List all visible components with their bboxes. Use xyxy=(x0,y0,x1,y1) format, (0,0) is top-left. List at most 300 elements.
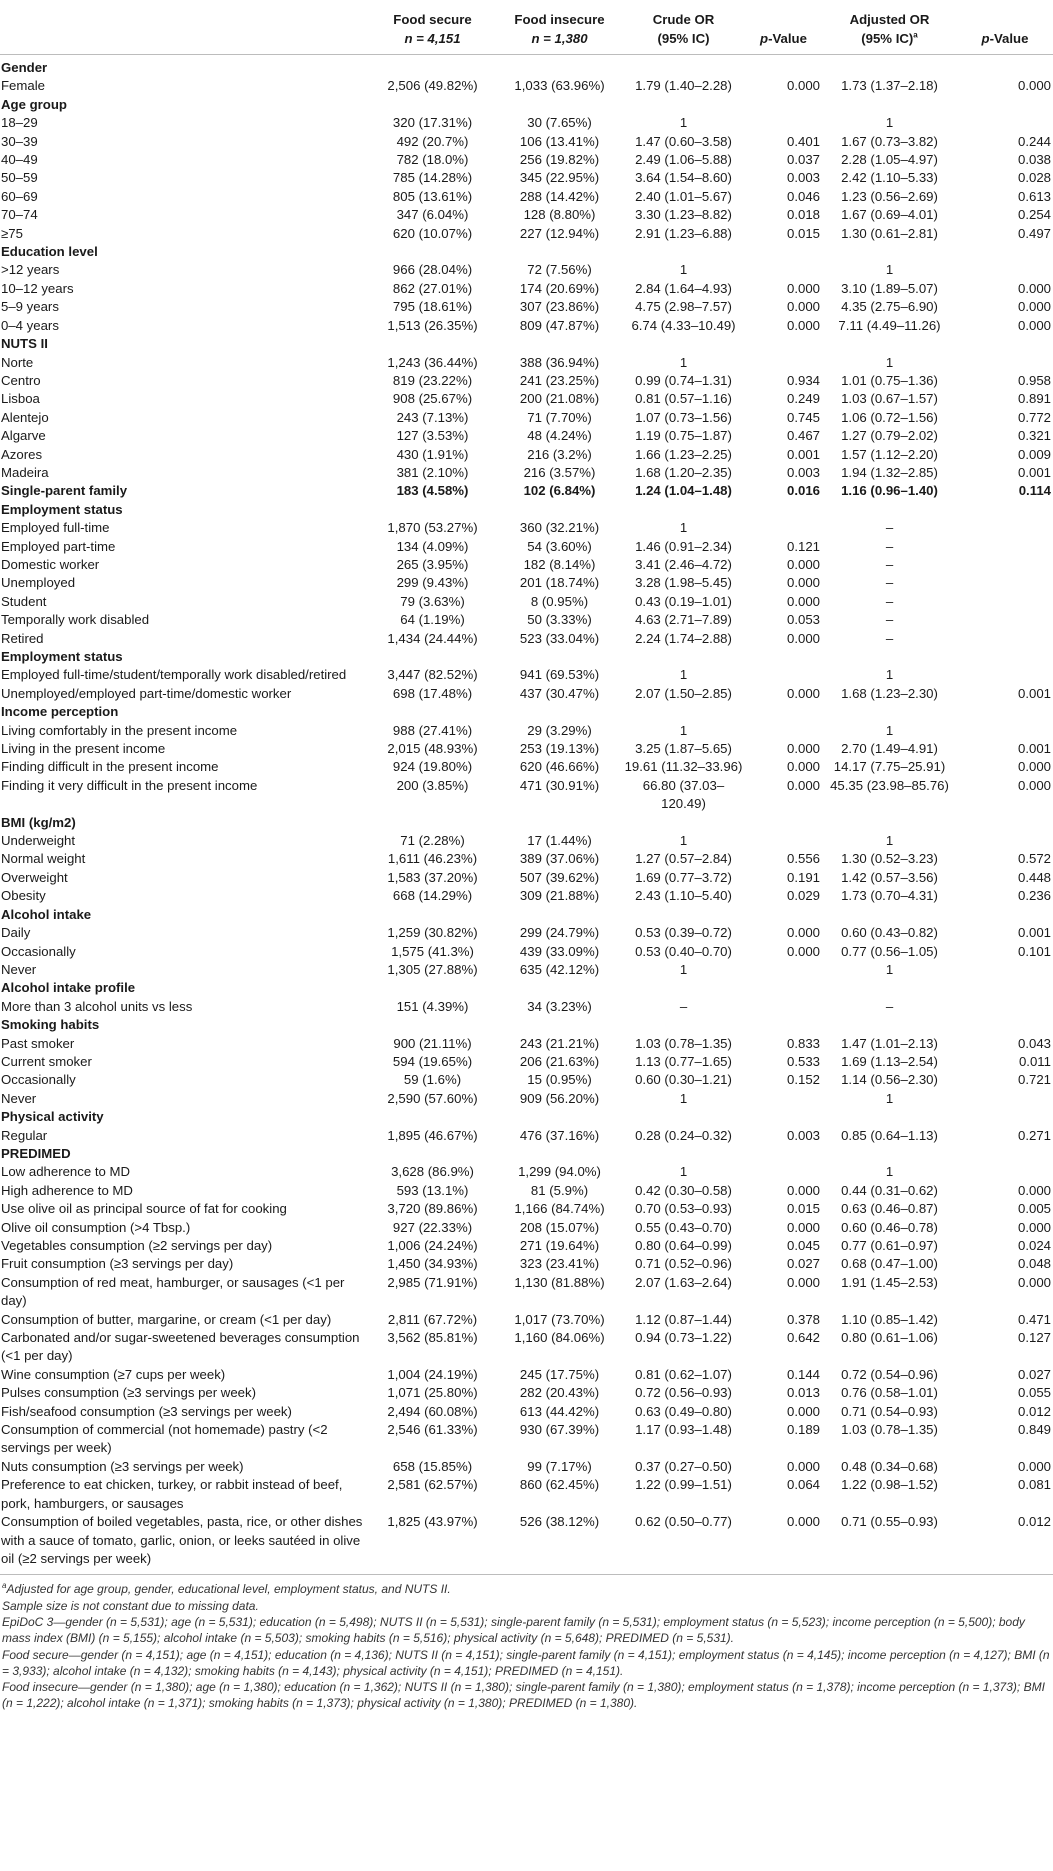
row-label: 30–39 xyxy=(1,133,38,149)
adjusted-p-value xyxy=(956,961,1053,979)
crude-p-value: 0.642 xyxy=(786,1330,820,1346)
table-row xyxy=(0,1458,1053,1476)
food-insecure-value: 1,160 (84.06%) xyxy=(514,1330,605,1346)
table-row xyxy=(0,1329,1053,1366)
food-secure-value xyxy=(368,243,496,261)
crude-p-value: 0.064 xyxy=(786,1477,820,1493)
table-row xyxy=(0,887,1053,905)
crude-p-value xyxy=(744,1145,822,1163)
adjusted-p-value xyxy=(956,979,1053,997)
crude-p-value xyxy=(744,1016,822,1034)
adjusted-or-value: 1.47 (1.01–2.13) xyxy=(841,1035,938,1051)
table-row xyxy=(0,1219,1053,1237)
food-insecure-value: 388 (36.94%) xyxy=(519,354,600,370)
row-label: Gender xyxy=(1,60,48,75)
crude-or-value: 0.42 (0.30–0.58) xyxy=(635,1182,732,1198)
food-secure-value: 819 (23.22%) xyxy=(392,372,473,388)
crude-or-value: 3.28 (1.98–5.45) xyxy=(635,575,732,591)
food-secure-value: 908 (25.67%) xyxy=(392,391,473,407)
row-label: Nuts consumption (≥3 servings per week) xyxy=(1,1458,244,1474)
adjusted-or-value: 45.35 (23.98–85.76) xyxy=(830,777,949,793)
row-label: Daily xyxy=(1,925,31,941)
row-label: Algarve xyxy=(1,428,46,444)
food-insecure-value: 345 (22.95%) xyxy=(519,170,600,186)
row-label: Female xyxy=(1,78,45,94)
row-label: Occasionally xyxy=(1,943,76,959)
adjusted-p-value xyxy=(956,722,1053,740)
section-header-row xyxy=(0,1145,1053,1163)
adjusted-p-value xyxy=(956,666,1053,684)
adjusted-p-value xyxy=(956,630,1053,648)
crude-or-value: 0.80 (0.64–0.99) xyxy=(635,1238,732,1253)
crude-or-value: 2.24 (1.74–2.88) xyxy=(635,630,732,646)
crude-p-value xyxy=(744,666,822,684)
adjusted-or-value: 1.22 (0.98–1.52) xyxy=(841,1477,938,1493)
food-secure-value: 1,513 (26.35%) xyxy=(387,317,478,333)
crude-or-value: 1.19 (0.75–1.87) xyxy=(635,428,732,444)
row-label: Living in the present income xyxy=(1,741,166,757)
header-p-value-1 xyxy=(744,0,822,55)
food-insecure-value: 106 (13.41%) xyxy=(519,133,600,149)
adjusted-or-value: 0.44 (0.31–0.62) xyxy=(841,1182,938,1198)
crude-p-value: 0.046 xyxy=(786,188,820,204)
food-secure-value: 805 (13.61%) xyxy=(392,188,473,204)
row-label: Consumption of red meat, hamburger, or sausages (<1 per day) xyxy=(1,1274,345,1309)
crude-or-value: 2.49 (1.06–5.88) xyxy=(635,152,732,168)
crude-p-value: 0.037 xyxy=(786,152,820,168)
adjusted-or-value xyxy=(822,906,956,924)
adjusted-or-value: 1.03 (0.78–1.35) xyxy=(841,1422,938,1438)
adjusted-p-value: 0.001 xyxy=(1017,685,1051,701)
table-row xyxy=(0,685,1053,703)
adjusted-p-value: 0.958 xyxy=(1017,372,1051,388)
crude-or-value: 1.46 (0.91–2.34) xyxy=(635,538,732,554)
food-insecure-value: 526 (38.12%) xyxy=(496,1513,622,1575)
food-insecure-value: 128 (8.80%) xyxy=(523,207,596,223)
row-label: Consumption of butter, margarine, or cream (<1 per day) xyxy=(1,1311,332,1327)
food-secure-value: 593 (13.1%) xyxy=(396,1182,469,1198)
row-label: BMI (kg/m2) xyxy=(1,814,76,830)
crude-p-value: 0.000 xyxy=(786,759,820,775)
crude-or-value: 1.68 (1.20–2.35) xyxy=(635,464,732,480)
crude-or-value: 1.79 (1.40–2.28) xyxy=(635,78,732,94)
adjusted-p-value: 0.244 xyxy=(1017,133,1051,149)
table-row xyxy=(0,630,1053,648)
crude-or-value: 0.71 (0.52–0.96) xyxy=(635,1256,732,1272)
crude-or-value: 1 xyxy=(679,722,688,738)
food-insecure-value: 1,299 (94.0%) xyxy=(518,1164,601,1180)
food-secure-value: 2,015 (48.93%) xyxy=(387,741,478,757)
food-secure-value: 966 (28.04%) xyxy=(392,262,473,278)
adjusted-or-value: 0.80 (0.61–1.06) xyxy=(841,1330,938,1346)
adjusted-or-value: 0.77 (0.56–1.05) xyxy=(841,943,938,959)
row-label: Student xyxy=(1,593,47,609)
food-insecure-value xyxy=(496,96,622,114)
adjusted-p-value: 0.254 xyxy=(1017,207,1051,223)
adjusted-p-value xyxy=(956,998,1053,1016)
crude-p-value: 0.045 xyxy=(786,1238,820,1253)
food-insecure-value: 216 (3.57%) xyxy=(523,464,596,480)
row-label: Employment status xyxy=(1,501,123,517)
crude-p-value: 0.000 xyxy=(786,1274,820,1290)
food-secure-value: 862 (27.01%) xyxy=(392,280,473,296)
row-label: Carbonated and/or sugar-sweetened beverages consumption (<1 per day) xyxy=(1,1330,360,1364)
crude-p-value: 0.745 xyxy=(786,409,820,425)
row-label: Madeira xyxy=(1,464,49,480)
row-label: 0–4 years xyxy=(1,317,59,333)
food-insecure-value: 8 (0.95%) xyxy=(530,593,589,609)
crude-or-value: 2.07 (1.63–2.64) xyxy=(635,1274,732,1290)
header-p-letter: p xyxy=(760,31,769,46)
food-insecure-value: 613 (44.42%) xyxy=(519,1403,600,1419)
table-row xyxy=(0,998,1053,1016)
section-header-row xyxy=(0,243,1053,261)
crude-p-value: 0.000 xyxy=(786,1182,820,1198)
food-insecure-value: 17 (1.44%) xyxy=(527,833,592,849)
adjusted-p-value xyxy=(956,906,1053,924)
adjusted-p-value: 0.000 xyxy=(1017,78,1051,94)
food-secure-value: 134 (4.09%) xyxy=(396,538,469,554)
table-row xyxy=(0,1182,1053,1200)
crude-p-value: 0.000 xyxy=(786,317,820,333)
food-insecure-value: 930 (67.39%) xyxy=(519,1422,600,1438)
crude-or-value: 1.07 (0.73–1.56) xyxy=(635,409,732,425)
adjusted-or-value: – xyxy=(885,575,894,591)
food-insecure-value: 323 (23.41%) xyxy=(519,1256,600,1272)
adjusted-p-value: 0.891 xyxy=(1017,391,1051,407)
row-label: Centro xyxy=(1,372,41,388)
food-secure-value: 988 (27.41%) xyxy=(392,722,473,738)
adjusted-p-value: 0.000 xyxy=(1017,777,1051,793)
food-secure-value: 698 (17.48%) xyxy=(392,685,473,701)
food-insecure-value: 309 (21.88%) xyxy=(519,888,600,904)
row-label: PREDIMED xyxy=(1,1145,71,1161)
table-row xyxy=(0,133,1053,151)
food-secure-value: 900 (21.11%) xyxy=(393,1035,472,1051)
table-row xyxy=(0,1255,1053,1273)
adjusted-or-value: 0.71 (0.54–0.93) xyxy=(841,1403,938,1419)
adjusted-or-value: 1.23 (0.56–2.69) xyxy=(841,188,938,204)
crude-or-value: 1.27 (0.57–2.84) xyxy=(635,851,732,867)
adjusted-or-value: – xyxy=(885,520,894,536)
adjusted-or-value xyxy=(822,648,956,666)
crude-p-value: 0.249 xyxy=(786,391,820,407)
adjusted-or-value: – xyxy=(885,556,894,572)
adjusted-p-value xyxy=(956,354,1053,372)
food-secure-value: 2,811 (67.72%) xyxy=(387,1311,478,1327)
row-label: More than 3 alcohol units vs less xyxy=(1,998,193,1014)
food-secure-value: 668 (14.29%) xyxy=(392,888,473,904)
adjusted-or-value: 2.28 (1.05–4.97) xyxy=(841,152,938,168)
adjusted-p-value xyxy=(956,261,1053,279)
adjusted-p-value xyxy=(956,335,1053,353)
food-secure-value xyxy=(368,96,496,114)
adjusted-or-value xyxy=(822,814,956,832)
table-row xyxy=(0,519,1053,537)
adjusted-p-value xyxy=(956,243,1053,261)
food-insecure-value: 437 (30.47%) xyxy=(519,685,600,701)
food-secure-value: 3,720 (89.86%) xyxy=(387,1201,478,1217)
adjusted-or-value: 1 xyxy=(885,833,894,849)
table-row xyxy=(0,372,1053,390)
row-label: Never xyxy=(1,961,37,977)
row-label: Low adherence to MD xyxy=(1,1164,131,1180)
crude-p-value xyxy=(744,998,822,1016)
food-insecure-value: 243 (21.21%) xyxy=(519,1035,600,1051)
adjusted-or-value: – xyxy=(885,998,894,1014)
food-insecure-value xyxy=(496,906,622,924)
row-label: Wine consumption (≥7 cups per week) xyxy=(1,1366,226,1382)
crude-or-value: 1 xyxy=(679,1090,688,1106)
crude-p-value xyxy=(744,906,822,924)
food-secure-value: 430 (1.91%) xyxy=(396,446,469,462)
adjusted-or-value: 1.27 (0.79–2.02) xyxy=(841,428,938,444)
row-label: Fruit consumption (≥3 servings per day) xyxy=(1,1256,234,1272)
adjusted-p-value xyxy=(956,1090,1053,1108)
row-label: 5–9 years xyxy=(1,299,59,315)
food-secure-value xyxy=(368,1108,496,1126)
table-row xyxy=(0,924,1053,942)
crude-p-value: 0.467 xyxy=(786,428,820,444)
food-insecure-value xyxy=(496,55,622,78)
adjusted-or-value: 1.01 (0.75–1.36) xyxy=(841,372,938,388)
adjusted-or-value xyxy=(822,335,956,353)
food-insecure-value: 102 (6.84%) xyxy=(523,483,596,499)
food-insecure-value: 299 (24.79%) xyxy=(519,925,600,941)
table-row xyxy=(0,666,1053,684)
crude-p-value xyxy=(744,354,822,372)
food-secure-value: 2,590 (57.60%) xyxy=(387,1090,478,1106)
adjusted-or-value: – xyxy=(885,630,894,646)
adjusted-or-value xyxy=(822,501,956,519)
food-secure-value: 79 (3.63%) xyxy=(400,593,465,609)
adjusted-p-value xyxy=(956,1108,1053,1126)
table-row xyxy=(0,317,1053,335)
table-row xyxy=(0,538,1053,556)
row-label: Physical activity xyxy=(1,1109,104,1125)
row-label: Domestic worker xyxy=(1,556,100,572)
section-header-row xyxy=(0,1016,1053,1034)
adjusted-or-value: 0.76 (0.58–1.01) xyxy=(841,1385,938,1401)
row-label: Fish/seafood consumption (≥3 servings per week) xyxy=(1,1403,292,1419)
row-label: Employed part-time xyxy=(1,538,116,554)
food-insecure-value xyxy=(496,243,622,261)
crude-p-value: 0.121 xyxy=(786,538,820,554)
row-label: ≥75 xyxy=(1,225,23,241)
row-label: Norte xyxy=(1,354,34,370)
header-food-secure-n: n = 4,151 xyxy=(404,31,461,46)
table-row xyxy=(0,427,1053,445)
crude-p-value: 0.152 xyxy=(786,1072,820,1088)
food-secure-value: 1,583 (37.20%) xyxy=(387,869,478,885)
food-insecure-value: 253 (19.13%) xyxy=(519,741,600,757)
food-insecure-value: 30 (7.65%) xyxy=(527,115,592,131)
crude-p-value: 0.934 xyxy=(786,372,820,388)
footnote xyxy=(2,1614,1051,1647)
adjusted-p-value xyxy=(956,814,1053,832)
adjusted-or-value: 2.70 (1.49–4.91) xyxy=(841,741,938,757)
table-row xyxy=(0,1274,1053,1311)
food-secure-value: 1,243 (36.44%) xyxy=(387,354,478,370)
food-insecure-value: 174 (20.69%) xyxy=(519,280,600,296)
crude-p-value xyxy=(744,114,822,132)
footnote xyxy=(2,1581,1051,1597)
adjusted-or-value: 1.69 (1.13–2.54) xyxy=(841,1053,938,1069)
adjusted-p-value: 0.127 xyxy=(1017,1330,1051,1346)
food-insecure-value: 271 (19.64%) xyxy=(519,1238,600,1253)
crude-or-value: 0.28 (0.24–0.32) xyxy=(635,1127,732,1143)
table-row xyxy=(0,1237,1053,1255)
row-label: Unemployed xyxy=(1,575,76,591)
food-secure-value: 927 (22.33%) xyxy=(392,1219,473,1235)
food-secure-value: 658 (15.85%) xyxy=(392,1458,473,1474)
crude-or-value: 1 xyxy=(679,115,688,131)
row-label: Living comfortably in the present income xyxy=(1,722,238,738)
row-label: Occasionally xyxy=(1,1072,76,1088)
adjusted-p-value: 0.101 xyxy=(1017,943,1051,959)
table-row xyxy=(0,188,1053,206)
table-row xyxy=(0,1403,1053,1421)
food-secure-value: 3,562 (85.81%) xyxy=(387,1330,478,1346)
crude-or-value: 0.53 (0.39–0.72) xyxy=(635,925,732,941)
header-crude-or-sub: (95% IC) xyxy=(657,31,710,46)
row-label: Obesity xyxy=(1,888,46,904)
section-header-row xyxy=(0,906,1053,924)
crude-or-value: 0.94 (0.73–1.22) xyxy=(635,1330,732,1346)
crude-or-value: 1.13 (0.77–1.65) xyxy=(635,1053,732,1069)
adjusted-or-value: 1.94 (1.32–2.85) xyxy=(841,464,938,480)
table-row xyxy=(0,298,1053,316)
row-label: Age group xyxy=(1,96,67,112)
food-insecure-value xyxy=(496,648,622,666)
adjusted-p-value: 0.000 xyxy=(1017,1182,1051,1198)
crude-or-value xyxy=(622,1145,744,1163)
section-header-row xyxy=(0,501,1053,519)
adjusted-or-value xyxy=(822,1108,956,1126)
row-label: Never xyxy=(1,1090,37,1106)
adjusted-p-value xyxy=(956,611,1053,629)
crude-p-value: 0.401 xyxy=(786,133,820,149)
food-insecure-value: 860 (62.45%) xyxy=(519,1477,600,1493)
crude-or-value: 2.91 (1.23–6.88) xyxy=(635,225,732,241)
crude-p-value: 0.000 xyxy=(786,685,820,701)
food-secure-value xyxy=(368,906,496,924)
adjusted-or-value: 1.14 (0.56–2.30) xyxy=(841,1072,938,1088)
adjusted-or-value: 14.17 (7.75–25.91) xyxy=(833,759,946,775)
table-row xyxy=(0,832,1053,850)
food-insecure-value: 81 (5.9%) xyxy=(530,1182,589,1198)
crude-p-value: 0.189 xyxy=(786,1422,820,1438)
food-secure-value: 1,004 (24.19%) xyxy=(387,1366,478,1382)
food-insecure-value: 201 (18.74%) xyxy=(519,575,600,591)
table-row xyxy=(0,1127,1053,1145)
adjusted-p-value: 0.012 xyxy=(956,1513,1053,1575)
food-secure-value: 620 (10.07%) xyxy=(392,225,473,241)
row-label: 18–29 xyxy=(1,115,38,131)
table-row xyxy=(0,611,1053,629)
crude-p-value xyxy=(744,243,822,261)
food-insecure-value: 1,130 (81.88%) xyxy=(514,1274,605,1290)
adjusted-p-value: 0.271 xyxy=(1017,1127,1051,1143)
crude-or-value: 1 xyxy=(679,667,688,683)
crude-or-value: 0.43 (0.19–1.01) xyxy=(635,593,732,609)
adjusted-or-value: 1 xyxy=(885,115,894,131)
row-label: Past smoker xyxy=(1,1035,75,1051)
food-secure-value: 1,071 (25.80%) xyxy=(387,1385,478,1401)
crude-or-value xyxy=(622,1108,744,1126)
crude-or-value: 4.75 (2.98–7.57) xyxy=(635,299,732,315)
crude-p-value: 0.001 xyxy=(786,446,820,462)
adjusted-or-value: 1 xyxy=(885,722,894,738)
crude-or-value xyxy=(622,703,744,721)
adjusted-p-value: 0.055 xyxy=(1017,1385,1051,1401)
adjusted-or-value: 1.06 (0.72–1.56) xyxy=(841,409,938,425)
crude-or-value: 1.47 (0.60–3.58) xyxy=(635,133,732,149)
food-insecure-value: 288 (14.42%) xyxy=(519,188,600,204)
crude-or-value: 2.84 (1.64–4.93) xyxy=(635,280,732,296)
crude-or-value: 3.41 (2.46–4.72) xyxy=(635,556,732,572)
food-secure-value xyxy=(368,501,496,519)
row-label: Vegetables consumption (≥2 servings per day) xyxy=(1,1238,273,1253)
food-insecure-value: 50 (3.33%) xyxy=(527,612,592,628)
crude-or-value xyxy=(622,979,744,997)
table-row xyxy=(0,1476,1053,1513)
adjusted-p-value: 0.024 xyxy=(1017,1238,1051,1253)
table-row xyxy=(0,850,1053,868)
table-row xyxy=(0,1200,1053,1218)
table-row xyxy=(0,593,1053,611)
crude-or-value: 0.62 (0.50–0.77) xyxy=(622,1513,744,1575)
row-label: Employed full-time xyxy=(1,520,110,536)
row-label: Finding difficult in the present income xyxy=(1,759,219,775)
food-secure-value xyxy=(368,335,496,353)
crude-or-value xyxy=(622,501,744,519)
food-secure-value: 243 (7.13%) xyxy=(396,409,469,425)
food-secure-value: 200 (3.85%) xyxy=(396,777,469,793)
crude-or-value: 1.12 (0.87–1.44) xyxy=(635,1311,732,1327)
adjusted-or-value: 1.30 (0.52–3.23) xyxy=(841,851,938,867)
food-secure-value: 782 (18.0%) xyxy=(396,152,469,168)
food-secure-value: 1,006 (24.24%) xyxy=(387,1238,478,1253)
crude-p-value: 0.000 xyxy=(786,593,820,609)
table-body xyxy=(0,55,1053,1575)
crude-p-value: 0.000 xyxy=(786,280,820,296)
crude-p-value xyxy=(744,814,822,832)
crude-or-value: 3.30 (1.23–8.82) xyxy=(635,207,732,223)
adjusted-or-value: 1.67 (0.69–4.01) xyxy=(841,207,938,223)
footnote xyxy=(2,1679,1051,1712)
adjusted-p-value: 0.236 xyxy=(1017,888,1051,904)
adjusted-or-value: 0.71 (0.55–0.93) xyxy=(822,1513,956,1575)
food-secure-value xyxy=(368,703,496,721)
adjusted-p-value: 0.009 xyxy=(1017,446,1051,462)
adjusted-p-value: 0.012 xyxy=(1017,1403,1051,1419)
adjusted-p-value: 0.000 xyxy=(1017,1458,1051,1474)
crude-or-value: 6.74 (4.33–10.49) xyxy=(631,317,736,333)
food-insecure-value: 29 (3.29%) xyxy=(527,722,592,738)
adjusted-p-value: 0.448 xyxy=(1017,869,1051,885)
section-header-row xyxy=(0,703,1053,721)
crude-or-value: 0.63 (0.49–0.80) xyxy=(635,1403,732,1419)
adjusted-or-value: 0.72 (0.54–0.96) xyxy=(841,1366,938,1382)
crude-or-value xyxy=(622,648,744,666)
crude-p-value: 0.016 xyxy=(786,483,820,499)
adjusted-p-value: 0.000 xyxy=(1017,317,1051,333)
adjusted-or-value xyxy=(822,1145,956,1163)
crude-or-value: 1.17 (0.93–1.48) xyxy=(635,1422,732,1438)
adjusted-or-value: 4.35 (2.75–6.90) xyxy=(841,299,938,315)
food-secure-value xyxy=(368,1145,496,1163)
